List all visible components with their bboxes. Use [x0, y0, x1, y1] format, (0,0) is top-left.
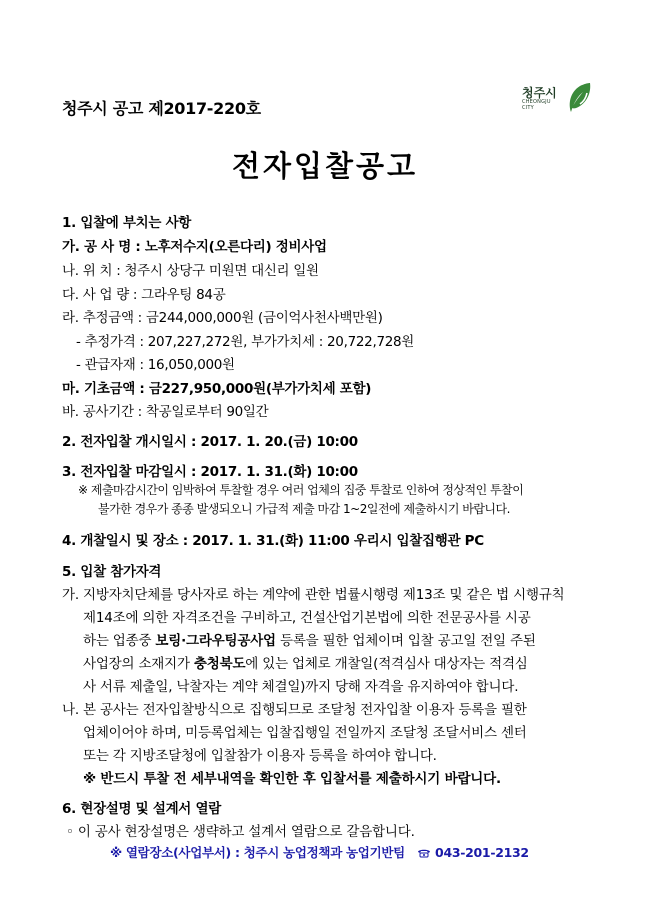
logo-sub-city: CITY — [522, 105, 534, 111]
item-value: 207,227,272원, 부가가치세 : 20,722,728원 — [147, 334, 415, 350]
item-value: 16,050,000원 — [147, 357, 235, 373]
section6-contact — [110, 843, 529, 861]
section3-note-line2: 불가한 경우가 종종 발생되오니 가급적 제출 마감 1~2일전에 제출하시기 바랍니다. — [98, 502, 510, 516]
section4-heading: 4. 개찰일시 및 장소 : 2017. 1. 31.(화) 11:00 우리시 입찰집행관 PC — [62, 533, 484, 549]
phone-icon — [417, 846, 431, 861]
item-label: - 관급자재 : — [76, 357, 148, 373]
item-label: 가. 공 사 명 : — [62, 239, 145, 255]
section5-ga-line3 — [83, 629, 536, 649]
item-government-materials — [76, 353, 235, 373]
item-value: 착공일로부터 90일간 — [145, 404, 269, 420]
item-label: 바. 공사기간 : — [62, 404, 146, 420]
item-location — [62, 259, 319, 279]
item-value: 노후저수지(오른다리) 정비사업 — [144, 239, 327, 255]
logo-sub-cheongju: CHEONGJU — [522, 99, 551, 105]
item-estimated-amount — [62, 306, 383, 326]
section2-heading: 2. 전자입찰 개시일시 : 2017. 1. 20.(금) 10:00 — [62, 434, 358, 450]
cheongju-leaf-icon — [566, 82, 592, 114]
item-value: 금244,000,000원 (금이억사천사백만원) — [145, 310, 383, 326]
section5-ga-line5: 사 서류 제출일, 낙찰자는 계약 체결일)까지 당해 자격을 유지하여야 합니다. — [83, 679, 519, 695]
section5-ga-line4 — [83, 652, 528, 672]
section1-heading: 1. 입찰에 부치는 사항 — [62, 215, 192, 231]
section6-heading: 6. 현장설명 및 설계서 열람 — [62, 801, 221, 817]
notice-number: 청주시 공고 제2017-220호 — [62, 99, 261, 118]
phone-number: 043-201-2132 — [435, 845, 529, 860]
region-name: 충청북도 — [193, 656, 246, 672]
section5-ga-line1: 가. 지방자치단체를 당사자로 하는 계약에 관한 법률시행령 제13조 및 같은 법 시행규칙 — [62, 587, 565, 603]
item-label: - 추정가격 : — [76, 334, 148, 350]
section5-na-line2: 업체이어야 하며, 미등록업체는 입찰집행일 전일까지 조달청 조달서비스 센터 — [83, 725, 527, 741]
item-value: 그라우팅 84공 — [141, 287, 226, 303]
cheongju-logo — [522, 82, 594, 116]
section5-na-line1: 나. 본 공사는 전자입찰방식으로 집행되므로 조달청 전자입찰 이용자 등록을 필한 — [62, 702, 527, 718]
item-label: 마. 기초금액 : — [62, 381, 149, 397]
item-quantity — [62, 283, 225, 303]
license-type: 보링·그라우팅공사업 — [155, 633, 276, 649]
text-segment: 등록을 필한 업체이며 입찰 공고일 전일 주된 — [275, 633, 536, 649]
text-segment: 하는 업종중 — [83, 633, 156, 649]
text-segment: 사업장의 소재지가 — [83, 656, 194, 672]
section3-heading: 3. 전자입찰 마감일시 : 2017. 1. 31.(화) 10:00 — [62, 464, 358, 480]
item-value: 청주시 상당구 미원면 대신리 일원 — [124, 263, 319, 279]
section5-na-line3: 또는 각 지방조달청에 입찰참가 이용자 등록을 하여야 합니다. — [83, 748, 437, 764]
item-value: 금227,950,000원(부가가치세 포함) — [148, 381, 372, 397]
section5-warning: ※ 반드시 투찰 전 세부내역을 확인한 후 입찰서를 제출하시기 바랍니다. — [83, 771, 501, 787]
item-project-name — [62, 235, 327, 255]
page-title: 전자입찰공고 — [231, 149, 419, 183]
item-label: 라. 추정금액 : — [62, 310, 146, 326]
section6-line1: ◦ 이 공사 현장설명은 생략하고 설계서 열람으로 갈음합니다. — [66, 824, 415, 840]
item-label: 다. 사 업 량 : — [62, 287, 142, 303]
section3-note-line1: ※ 제출마감시간이 임박하여 투찰할 경우 여러 업체의 집중 투찰로 인하여 정상적인 투찰이 — [78, 483, 524, 497]
item-construction-period — [62, 400, 268, 420]
item-label: 나. 위 치 : — [62, 263, 125, 279]
section5-heading: 5. 입찰 참가자격 — [62, 564, 162, 580]
logo-name: 청주시 — [522, 86, 557, 100]
item-estimated-price — [76, 330, 414, 350]
text-segment: 에 있는 업체로 개찰일(적격심사 대상자는 적격심 — [245, 656, 528, 672]
contact-label: ※ 열람장소(사업부서) : 청주시 농업정책과 농업기반팀 — [110, 845, 405, 860]
item-base-amount — [62, 377, 371, 397]
section5-ga-line2: 제14조에 의한 자격조건을 구비하고, 건설산업기본법에 의한 전문공사를 시공 — [83, 610, 531, 626]
